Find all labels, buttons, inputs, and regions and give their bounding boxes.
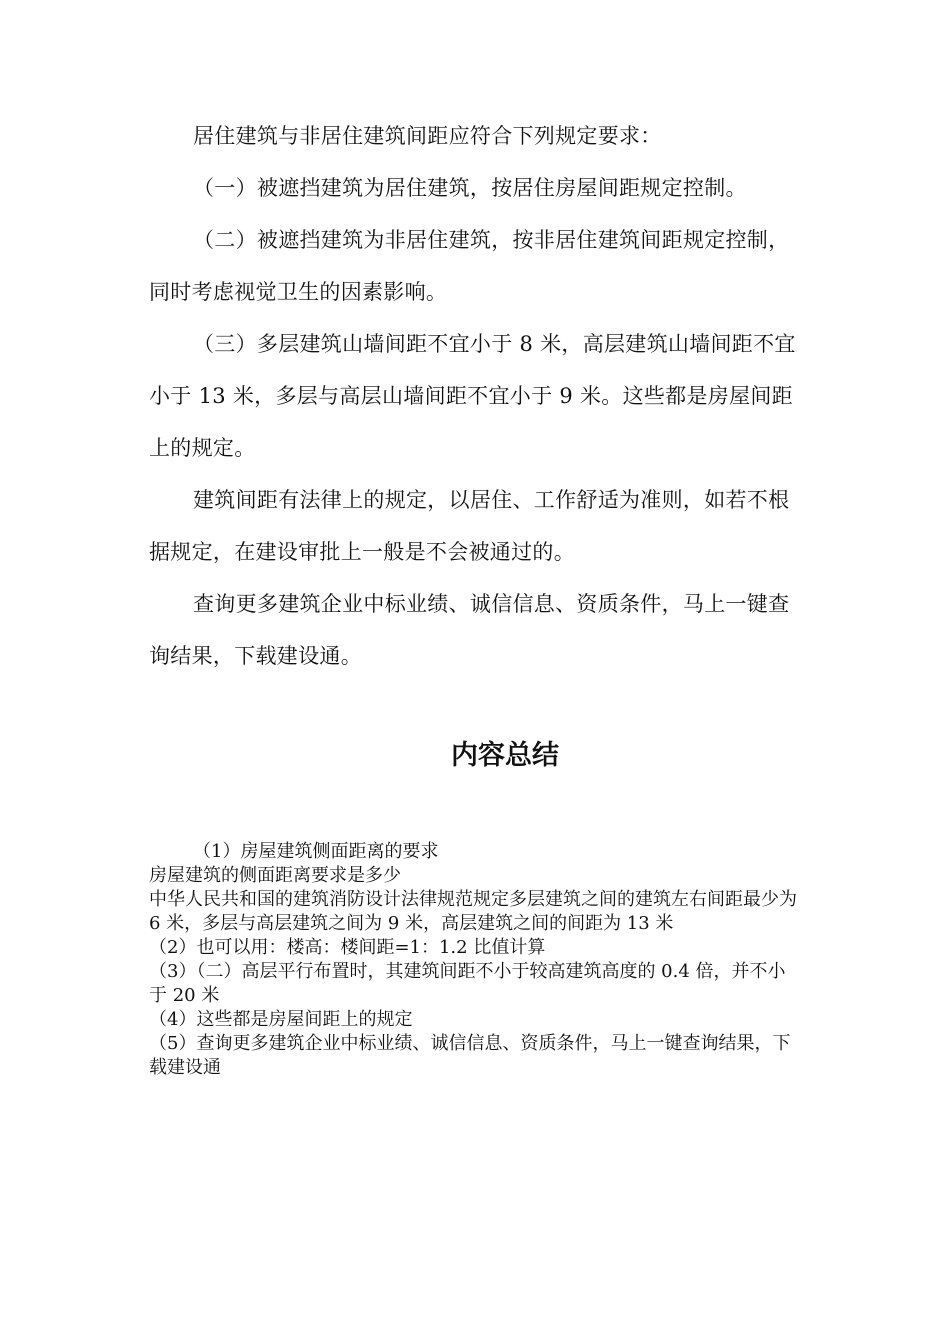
summary-line: 中华人民共和国的建筑消防设计法律规范规定多层建筑之间的建筑左右间距最少为 6 米，多层与高层建筑之间为 9 米，高层建筑之间的间距为 13 米 [149,889,797,934]
summary-section [149,840,800,1080]
summary-title: 内容总结 [451,740,559,771]
body-paragraph: 建筑间距有法律上的规定，以居住、工作舒适为准则，如若不根据规定，在建设审批上一般是不会被通过的。 [149,488,790,564]
summary-line: （3）（二）高层平行布置时，其建筑间距不小于较高建筑高度的 0.4 倍，并不小于 20 米 [149,961,786,1006]
summary-line: （5）查询更多建筑企业中标业绩、诚信信息、资质条件，马上一键查询结果，下载建设通 [149,1033,791,1078]
summary-line: （1）房屋建筑侧面距离的要求 [193,841,439,862]
body-paragraph: （二）被遮挡建筑为非居住建筑，按非居住建筑间距规定控制，同时考虑视觉卫生的因素影响。 [149,228,790,304]
body-paragraph: （一）被遮挡建筑为居住建筑，按居住房屋间距规定控制。 [193,176,747,200]
summary-line: （4）这些都是房屋间距上的规定 [149,1009,413,1030]
body-paragraph: 居住建筑与非居住建筑间距应符合下列规定要求： [193,124,662,148]
body-paragraph: 查询更多建筑企业中标业绩、诚信信息、资质条件，马上一键查询结果，下载建设通。 [149,592,790,668]
summary-line: 房屋建筑的侧面距离要求是多少 [149,865,401,886]
body-paragraph: （三）多层建筑山墙间距不宜小于 8 米，高层建筑山墙间距不宜小于 13 米，多层与高层山墙间距不宜小于 9 米。这些都是房屋间距上的规定。 [149,332,796,460]
summary-line: （2）也可以用：楼高：楼间距=1：1.2 比值计算 [149,937,546,958]
